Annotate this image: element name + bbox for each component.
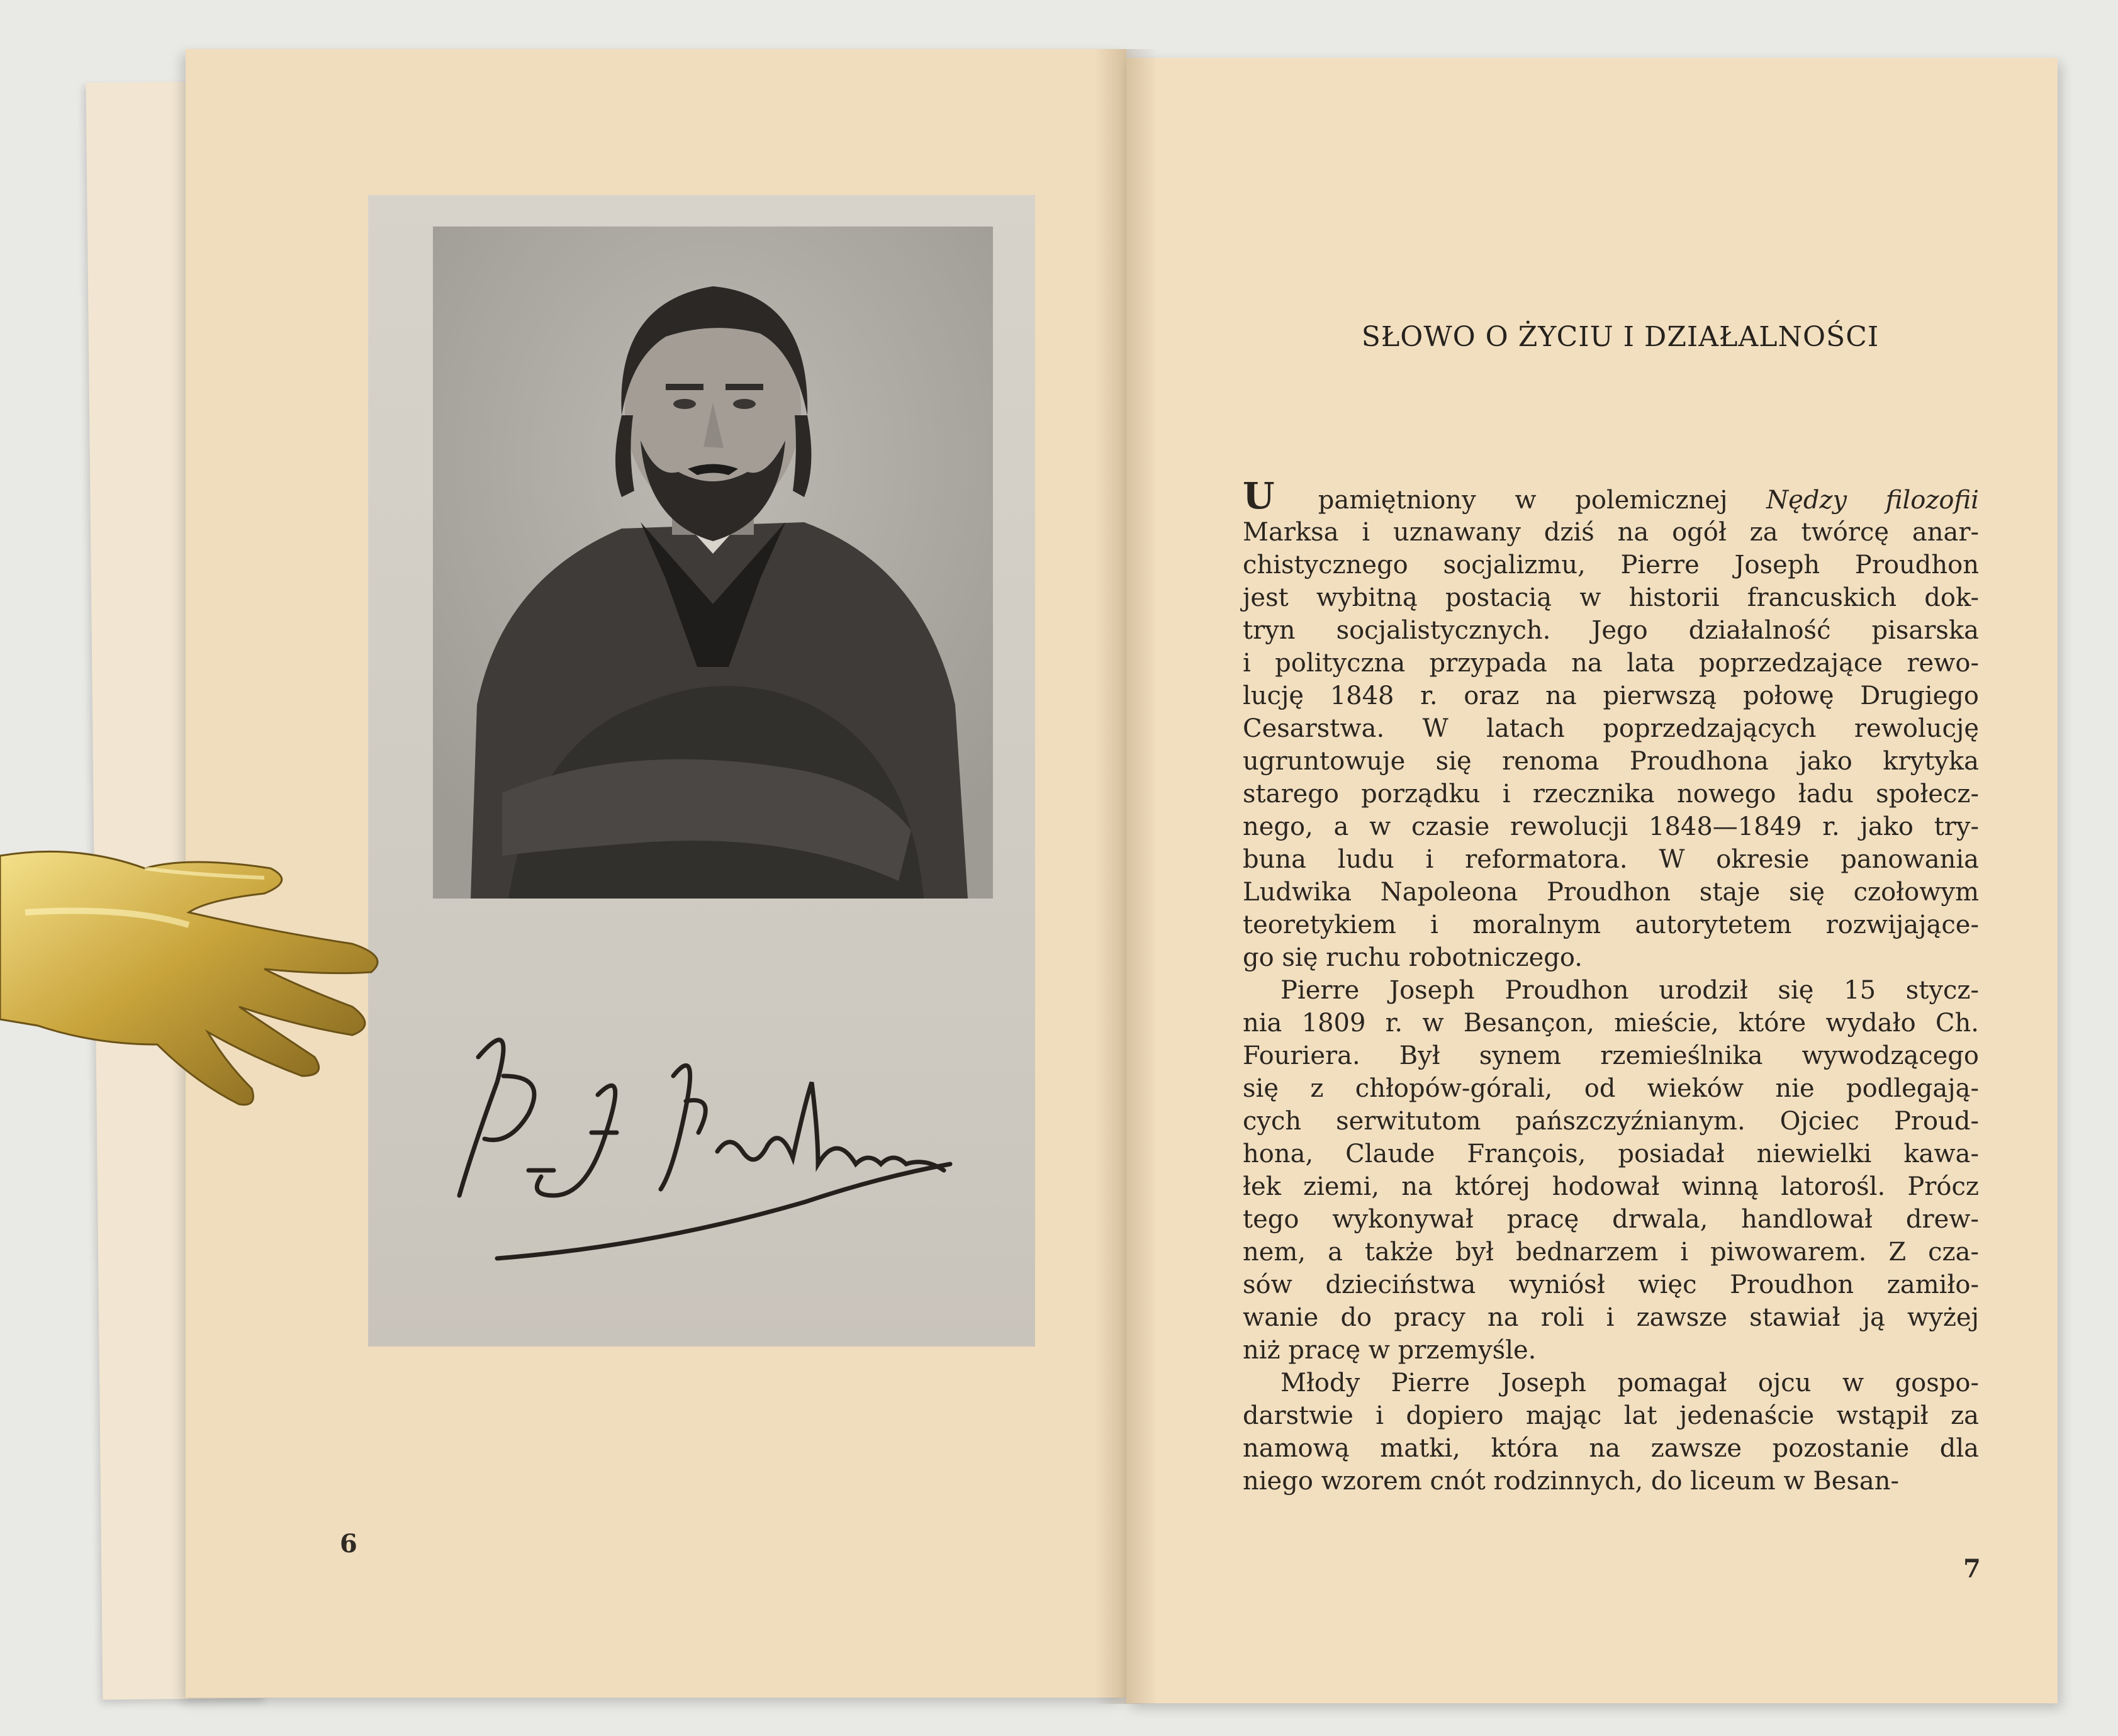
text-line: darstwie i dopiero mając lat jedenaście wstąpił za (1243, 1401, 1979, 1430)
text-line: Młody Pierre Joseph pomagał ojcu w gospo- (1280, 1369, 1979, 1397)
text-line: Cesarstwa. W latach poprzedzających rewolucję (1243, 714, 1979, 743)
text-line: jest wybitną postacią w historii francuskich dok- (1243, 583, 1979, 612)
drop-cap: U (1243, 474, 1318, 517)
text-line: U pamiętniony w polemicznej Nędzy filozofii (1243, 474, 1979, 517)
text-line: Fouriera. Był synem rzemieślnika wywodzącego (1243, 1041, 1979, 1070)
text-line: tryn socjalistycznych. Jego działalność pisarska (1243, 616, 1979, 645)
page-number-right: 7 (1963, 1554, 1981, 1584)
book-gutter (1095, 49, 1158, 1704)
portrait-illustration (433, 227, 993, 899)
page-number-left: 6 (340, 1529, 357, 1559)
text-line: nem, a także był bednarzem i piwowarem. Z cza- (1243, 1238, 1979, 1267)
text-line: się z chłopów-górali, od wieków nie podlegają- (1243, 1074, 1979, 1103)
text-line: wanie do pracy na roli i zawsze stawiał ją wyżej (1243, 1303, 1979, 1332)
text-line: Pierre Joseph Proudhon urodził się 15 stycz- (1280, 976, 1979, 1005)
text-line: sów dzieciństwa wyniósł więc Proudhon zamiło- (1243, 1270, 1979, 1299)
text-line: cych serwitutom pańszczyźnianym. Ojciec Proud- (1243, 1107, 1979, 1136)
text-line: nego, a w czasie rewolucji 1848—1849 r. jako try- (1243, 812, 1979, 841)
text-line: namową matki, która na zawsze pozostanie dla (1243, 1434, 1979, 1463)
text-line: hona, Claude François, posiadał niewielki kawa- (1243, 1140, 1979, 1168)
text-line: i polityczna przypada na lata poprzedzające rewo- (1243, 649, 1979, 678)
portrait-image (433, 227, 993, 899)
signature (403, 1007, 969, 1309)
text-line: łek ziemi, na której hodował winną latorośl. Prócz (1243, 1172, 1979, 1201)
brass-hand-bookmark (0, 818, 403, 1183)
text-line: lucję 1848 r. oraz na pierwszą połowę Drugiego (1243, 681, 1979, 710)
text-line: starego porządku i rzecznika nowego ładu społecz- (1243, 780, 1979, 809)
text-line: go się ruchu robotniczego. (1243, 943, 1583, 972)
text-line: chistycznego socjalizmu, Pierre Joseph Proudhon (1243, 551, 1979, 580)
chapter-title: SŁOWO O ŻYCIU I DZIAŁALNOŚCI (1361, 321, 1880, 353)
text-line: ugruntowuje się renoma Proudhona jako krytyka (1243, 747, 1979, 776)
text-line: teoretykiem i moralnym autorytetem rozwijające- (1243, 910, 1979, 939)
signature-text: P.-J. Proudhon (683, 1302, 688, 1303)
body-text (1243, 474, 1979, 1498)
text-line: niż pracę w przemyśle. (1243, 1336, 1537, 1365)
text-line: tego wykonywał pracę drwala, handlował drew- (1243, 1205, 1979, 1234)
text-line: buna ludu i reformatora. W okresie panowania (1243, 845, 1979, 874)
text-line: Ludwika Napoleona Proudhon staje się czołowym (1243, 878, 1979, 907)
text-line: niego wzorem cnót rodzinnych, do liceum w Besan- (1243, 1467, 1900, 1496)
text-line: Marksa i uznawany dziś na ogół za twórcę anar- (1243, 518, 1979, 547)
text-line: nia 1809 r. w Besançon, mieście, które wydało Ch. (1243, 1009, 1979, 1038)
